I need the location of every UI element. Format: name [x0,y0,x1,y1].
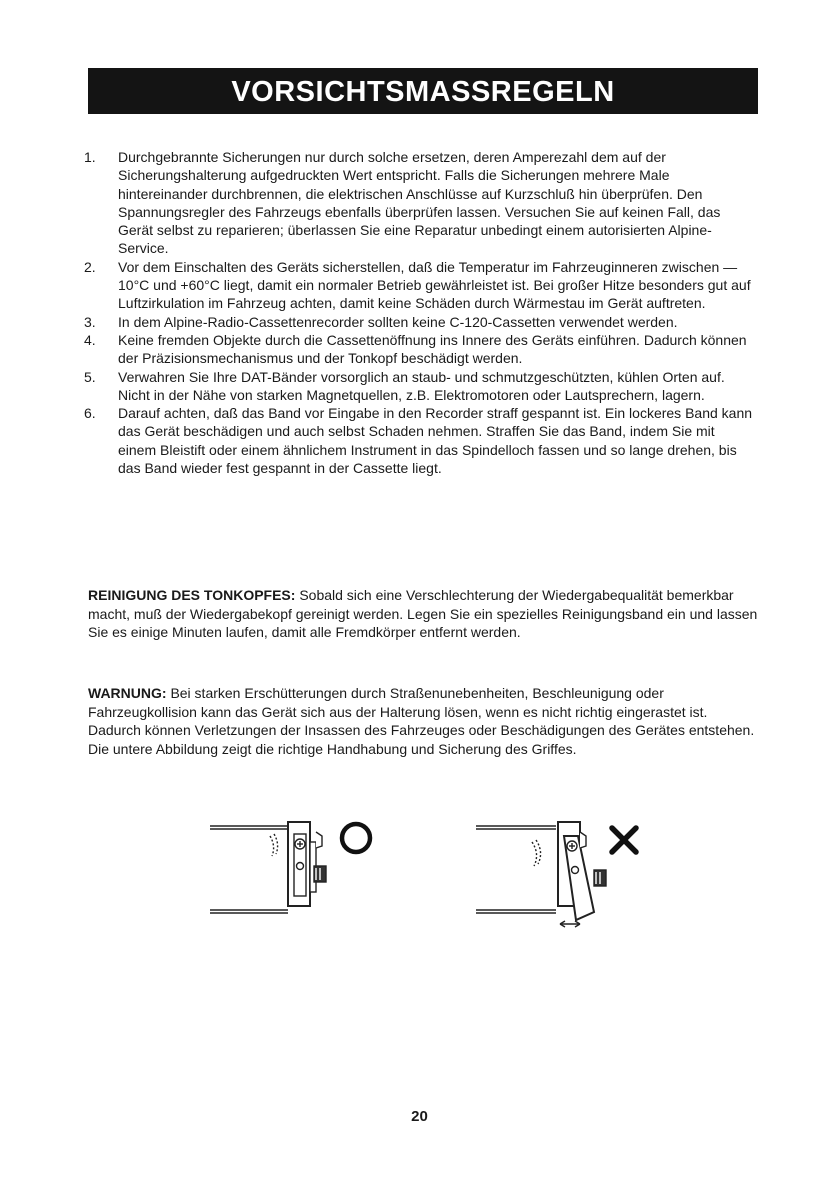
cross-wrong-icon [606,822,646,862]
figure-correct [210,812,390,927]
cleaning-text: Sobald sich eine Verschlechterung der Wiedergabequalität bemerkbar macht, muß der Wiedergabekopf gereinigt werden. Legen Sie ein spezielles Reinigungsband ein und lassen Sie es einige Minuten laufen, damit alle Fremdkörper entfernt werden. [88,587,758,640]
item-number: 5. [84,368,96,385]
warning-paragraph [88,684,760,758]
page-title-banner [88,68,758,114]
item-number: 1. [84,149,96,165]
page-title: VORSICHTSMASSREGELN [231,76,615,108]
item-number: 6. [84,405,96,422]
item-number: 3. [84,313,96,330]
list-item [84,368,756,405]
precautions-list [84,148,756,477]
figure-wrong [476,812,656,935]
cleaning-paragraph [88,586,760,642]
list-item [84,258,756,313]
circle-correct-icon [338,818,378,858]
warning-heading: WARNUNG: [88,685,167,701]
item-text: Keine fremden Objekte durch die Cassettenöffnung ins Innere des Geräts einführen. Dadurch können der Präzisionsmechanismus und der Tonkopf beschädigt werden. [118,331,747,367]
cleaning-heading: REINIGUNG DES TONKOPFES: [88,587,296,603]
list-item [84,331,756,368]
item-text: Vor dem Einschalten des Geräts sicherstellen, daß die Temperatur im Fahrzeuginneren zwischen —10°C und +60°C liegt, damit ein normaler Betrieb gewährleistet ist. Bei großer Hitze besonders gut auf Luftzirkulation im Fahrzeug achten, damit keine Schäden durch Wärmestau im Gerät auftreten. [118,258,751,312]
warning-text: Bei starken Erschütterungen durch Straßenunebenheiten, Beschleunigung oder Fahrzeugkollision kann das Gerät sich aus der Halterung lösen, wenn es nicht richtig eingerastet ist. Dadurch können Verletzungen der Insassen des Fahrzeuges oder Beschädigungen des Gerätes entstehen. Die untere Abbildung zeigt die richtige Handhabung und Sicherung des Griffes. [88,685,755,757]
page-number: 20 [411,1108,428,1125]
item-number: 4. [84,331,96,348]
item-text: Darauf achten, daß das Band vor Eingabe in den Recorder straff gespannt ist. Ein lockeres Band kann das Gerät beschädigen und auch selbst Schaden nehmen. Straffen Sie das Band, indem Sie mit einem Bleistift oder einem ähnlichem Instrument in das Spindelloch fassen und so lange drehen, bis das Band wieder fest gespannt in der Cassette liegt. [118,405,753,477]
item-text: Durchgebrannte Sicherungen nur durch solche ersetzen, deren Amperezahl dem auf der Sicherungshalterung aufgedruckten Wert entspricht. Falls die Sicherungen mehrere Male hintereinander durchbrennen, die elektrischen Anschlüsse auf Kurzschluß hin überprüfen. Den Spannungsregler des Fahrzeugs ebenfalls überprüfen lassen. Versuchen Sie auf keinen Fall, das Gerät selbst zu reparieren; überlassen Sie eine Reparatur unbedingt einem autorisierten Alpine-Service. [118,149,721,257]
list-item [84,148,756,258]
item-number: 2. [84,258,96,275]
item-text: In dem Alpine-Radio-Cassettenrecorder sollten keine C-120-Cassetten verwendet werden. [118,313,678,330]
list-item [84,313,756,331]
list-item [84,404,756,477]
item-text: Verwahren Sie Ihre DAT-Bänder vorsorglich an staub- und schmutzgeschützten, kühlen Orten auf. Nicht in der Nähe von starken Magnetquellen, z.B. Elektromotoren oder Lautsprechern, lagern. [118,368,725,403]
